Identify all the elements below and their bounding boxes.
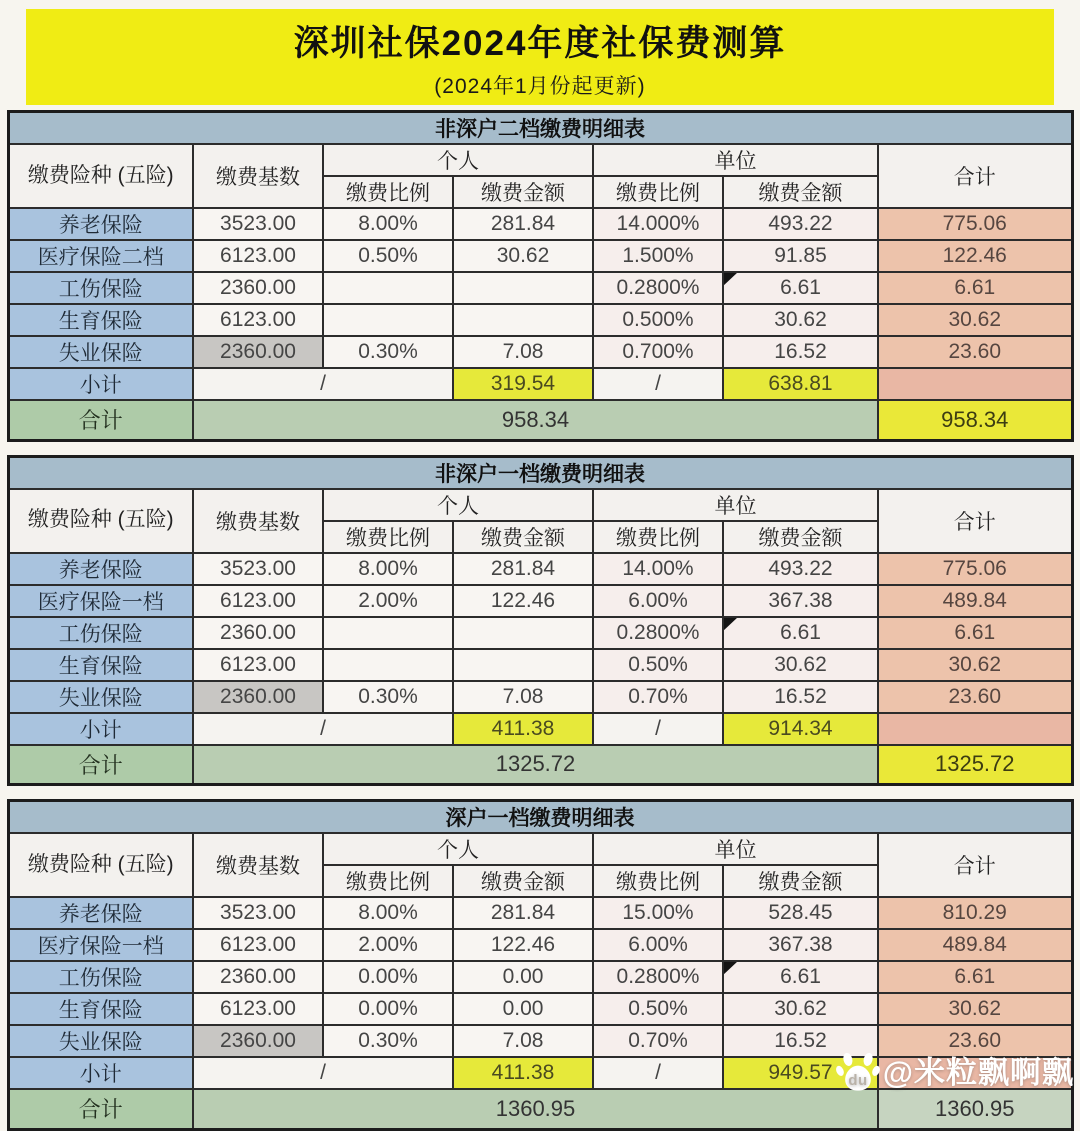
cell-total: 6.61 <box>878 272 1072 304</box>
col-header-employer-rate: 缴费比例 <box>593 176 723 208</box>
cell-employer-rate: 0.500% <box>593 304 723 336</box>
cell-total: 489.84 <box>878 585 1072 617</box>
table-row <box>8 585 1072 617</box>
col-header-base: 缴费基数 <box>193 489 323 553</box>
cell-total: 122.46 <box>878 240 1072 272</box>
cell-employer-rate: 1.500% <box>593 240 723 272</box>
grand-total-label: 合计 <box>8 1089 193 1129</box>
subtotal-employer-amount: 949.57 <box>723 1057 878 1089</box>
cell-personal-rate: 8.00% <box>323 897 453 929</box>
header-row-1 <box>8 833 1072 865</box>
cell-insurance-label: 医疗保险二档 <box>8 240 193 272</box>
col-header-total: 合计 <box>878 144 1072 208</box>
cell-personal-amount: 281.84 <box>453 208 593 240</box>
cell-personal-rate <box>323 272 453 304</box>
table-row <box>8 649 1072 681</box>
col-header-base: 缴费基数 <box>193 833 323 897</box>
cell-personal-amount: 7.08 <box>453 1025 593 1057</box>
col-header-employer-rate: 缴费比例 <box>593 865 723 897</box>
col-header-personal-amount: 缴费金额 <box>453 865 593 897</box>
grand-total-right: 1325.72 <box>878 745 1072 785</box>
cell-employer-amount: 30.62 <box>723 304 878 336</box>
cell-total: 23.60 <box>878 681 1072 713</box>
cell-total: 810.29 <box>878 897 1072 929</box>
cell-total: 6.61 <box>878 961 1072 993</box>
cell-employer-amount: 367.38 <box>723 585 878 617</box>
cell-base: 3523.00 <box>193 897 323 929</box>
col-header-total: 合计 <box>878 489 1072 553</box>
cell-personal-amount: 0.00 <box>453 993 593 1025</box>
cell-employer-rate: 14.00% <box>593 553 723 585</box>
grand-total-value: 1360.95 <box>193 1089 878 1129</box>
cell-employer-amount: 91.85 <box>723 240 878 272</box>
table-caption-row <box>8 112 1072 145</box>
table-row <box>8 240 1072 272</box>
cell-employer-rate: 6.00% <box>593 929 723 961</box>
cell-base: 2360.00 <box>193 681 323 713</box>
cell-employer-amount: 493.22 <box>723 553 878 585</box>
table-row <box>8 553 1072 585</box>
cell-base: 6123.00 <box>193 929 323 961</box>
cell-base: 6123.00 <box>193 240 323 272</box>
table-row <box>8 272 1072 304</box>
comment-marker-icon <box>723 617 738 631</box>
cell-employer-rate: 0.70% <box>593 681 723 713</box>
cell-personal-rate: 0.00% <box>323 961 453 993</box>
cell-base: 6123.00 <box>193 585 323 617</box>
cell-total: 23.60 <box>878 336 1072 368</box>
col-header-employer-amount: 缴费金额 <box>723 865 878 897</box>
watermark-handle: @米粒飘啊飘 <box>882 1055 1074 1090</box>
page-title: 深圳社保2024年度社保费测算 <box>293 24 787 63</box>
col-header-employer-amount: 缴费金额 <box>723 176 878 208</box>
cell-insurance-label: 医疗保险一档 <box>8 585 193 617</box>
subtotal-slash: / <box>593 713 723 745</box>
cell-personal-amount: 0.00 <box>453 961 593 993</box>
cell-employer-rate: 0.700% <box>593 336 723 368</box>
cell-base: 2360.00 <box>193 1025 323 1057</box>
cell-total: 30.62 <box>878 304 1072 336</box>
col-header-personal: 个人 <box>323 833 593 865</box>
cell-employer-amount <box>723 961 878 993</box>
header-row-1 <box>8 489 1072 521</box>
col-header-personal-amount: 缴费金额 <box>453 176 593 208</box>
cell-employer-rate: 0.50% <box>593 993 723 1025</box>
subtotal-personal-amount: 319.54 <box>453 368 593 400</box>
cell-personal-rate: 0.00% <box>323 993 453 1025</box>
col-header-insurance: 缴费险种 (五险) <box>8 833 193 897</box>
cell-personal-rate: 2.00% <box>323 585 453 617</box>
cell-insurance-label: 养老保险 <box>8 208 193 240</box>
cell-personal-rate <box>323 649 453 681</box>
cell-base: 2360.00 <box>193 272 323 304</box>
subtotal-slash: / <box>593 1057 723 1089</box>
cell-personal-rate: 8.00% <box>323 208 453 240</box>
cell-employer-amount-value: 6.61 <box>780 276 821 299</box>
baidu-paw-icon <box>836 1048 880 1092</box>
cell-employer-rate: 0.2800% <box>593 272 723 304</box>
cell-personal-amount: 7.08 <box>453 336 593 368</box>
page-subtitle: (2024年1月份起更新) <box>434 75 646 98</box>
cell-employer-rate: 0.2800% <box>593 961 723 993</box>
subtotal-slash: / <box>593 368 723 400</box>
table-row <box>8 617 1072 649</box>
cell-employer-rate: 14.000% <box>593 208 723 240</box>
table-non-shenzhen-tier1 <box>7 455 1074 787</box>
grand-total-value: 958.34 <box>193 400 878 440</box>
cell-base: 2360.00 <box>193 617 323 649</box>
table-caption-row <box>8 801 1072 834</box>
table-row <box>8 208 1072 240</box>
grand-total-right: 1360.95 <box>878 1089 1072 1129</box>
subtotal-slash: / <box>193 713 453 745</box>
cell-personal-amount <box>453 272 593 304</box>
col-header-employer-rate: 缴费比例 <box>593 521 723 553</box>
cell-employer-amount: 367.38 <box>723 929 878 961</box>
cell-personal-rate <box>323 304 453 336</box>
cell-insurance-label: 失业保险 <box>8 681 193 713</box>
svg-text:du: du <box>848 1071 868 1089</box>
cell-employer-amount: 16.52 <box>723 336 878 368</box>
cell-insurance-label: 养老保险 <box>8 897 193 929</box>
cell-personal-amount <box>453 304 593 336</box>
table-row <box>8 961 1072 993</box>
col-header-employer-amount: 缴费金额 <box>723 521 878 553</box>
cell-employer-rate: 15.00% <box>593 897 723 929</box>
table-row <box>8 304 1072 336</box>
cell-insurance-label: 工伤保险 <box>8 617 193 649</box>
cell-employer-amount: 16.52 <box>723 1025 878 1057</box>
grand-total-row <box>8 745 1072 785</box>
col-header-personal-rate: 缴费比例 <box>323 865 453 897</box>
cell-employer-amount <box>723 617 878 649</box>
cell-employer-amount: 16.52 <box>723 681 878 713</box>
cell-insurance-label: 工伤保险 <box>8 961 193 993</box>
table-row <box>8 336 1072 368</box>
cell-base: 3523.00 <box>193 553 323 585</box>
col-header-total: 合计 <box>878 833 1072 897</box>
subtotal-label: 小计 <box>8 368 193 400</box>
cell-employer-amount: 528.45 <box>723 897 878 929</box>
table-caption: 深户一档缴费明细表 <box>8 801 1072 834</box>
cell-personal-amount: 281.84 <box>453 897 593 929</box>
cell-personal-amount: 122.46 <box>453 585 593 617</box>
comment-marker-icon <box>723 961 738 975</box>
subtotal-label: 小计 <box>8 713 193 745</box>
comment-marker-icon <box>723 272 738 286</box>
cell-total: 775.06 <box>878 553 1072 585</box>
cell-base: 6123.00 <box>193 649 323 681</box>
cell-insurance-label: 养老保险 <box>8 553 193 585</box>
cell-insurance-label: 生育保险 <box>8 649 193 681</box>
cell-employer-amount <box>723 272 878 304</box>
cell-employer-amount: 30.62 <box>723 993 878 1025</box>
cell-employer-amount-value: 6.61 <box>780 965 821 988</box>
cell-base: 2360.00 <box>193 336 323 368</box>
cell-insurance-label: 失业保险 <box>8 1025 193 1057</box>
cell-employer-rate: 0.50% <box>593 649 723 681</box>
cell-personal-amount <box>453 617 593 649</box>
col-header-insurance: 缴费险种 (五险) <box>8 489 193 553</box>
col-header-personal-rate: 缴费比例 <box>323 176 453 208</box>
col-header-personal-rate: 缴费比例 <box>323 521 453 553</box>
cell-insurance-label: 医疗保险一档 <box>8 929 193 961</box>
subtotal-employer-amount: 638.81 <box>723 368 878 400</box>
table-row <box>8 929 1072 961</box>
cell-employer-amount: 30.62 <box>723 649 878 681</box>
cell-total: 30.62 <box>878 649 1072 681</box>
subtotal-total-empty <box>878 368 1072 400</box>
cell-total: 23.60 <box>878 1025 1072 1057</box>
subtotal-total-empty <box>878 713 1072 745</box>
cell-personal-rate: 0.30% <box>323 681 453 713</box>
grand-total-label: 合计 <box>8 400 193 440</box>
cell-personal-rate: 8.00% <box>323 553 453 585</box>
cell-insurance-label: 失业保险 <box>8 336 193 368</box>
cell-base: 2360.00 <box>193 961 323 993</box>
col-header-insurance: 缴费险种 (五险) <box>8 144 193 208</box>
cell-employer-amount: 493.22 <box>723 208 878 240</box>
cell-personal-amount <box>453 649 593 681</box>
subtotal-personal-amount: 411.38 <box>453 713 593 745</box>
subtotal-label: 小计 <box>8 1057 193 1089</box>
col-header-personal: 个人 <box>323 144 593 176</box>
cell-personal-amount: 7.08 <box>453 681 593 713</box>
watermark <box>836 1047 1074 1092</box>
grand-total-row <box>8 1089 1072 1129</box>
grand-total-label: 合计 <box>8 745 193 785</box>
cell-personal-amount: 30.62 <box>453 240 593 272</box>
col-header-base: 缴费基数 <box>193 144 323 208</box>
cell-total: 775.06 <box>878 208 1072 240</box>
subtotal-slash: / <box>193 1057 453 1089</box>
cell-personal-rate: 0.30% <box>323 1025 453 1057</box>
cell-total: 30.62 <box>878 993 1072 1025</box>
cell-personal-amount: 122.46 <box>453 929 593 961</box>
cell-insurance-label: 工伤保险 <box>8 272 193 304</box>
subtotal-employer-amount: 914.34 <box>723 713 878 745</box>
cell-employer-rate: 0.2800% <box>593 617 723 649</box>
cell-base: 3523.00 <box>193 208 323 240</box>
table-row <box>8 681 1072 713</box>
cell-personal-rate: 0.30% <box>323 336 453 368</box>
table-non-shenzhen-tier2 <box>7 110 1074 442</box>
cell-employer-rate: 0.70% <box>593 1025 723 1057</box>
cell-total: 6.61 <box>878 617 1072 649</box>
col-header-personal: 个人 <box>323 489 593 521</box>
subtotal-row <box>8 368 1072 400</box>
cell-personal-rate <box>323 617 453 649</box>
cell-employer-rate: 6.00% <box>593 585 723 617</box>
table-caption: 非深户一档缴费明细表 <box>8 456 1072 489</box>
table-caption: 非深户二档缴费明细表 <box>8 112 1072 145</box>
table-row <box>8 897 1072 929</box>
header-row-1 <box>8 144 1072 176</box>
grand-total-row <box>8 400 1072 440</box>
cell-base: 6123.00 <box>193 993 323 1025</box>
cell-employer-amount-value: 6.61 <box>780 620 821 644</box>
subtotal-slash: / <box>193 368 453 400</box>
col-header-employer: 单位 <box>593 489 878 521</box>
title-banner <box>26 9 1054 105</box>
cell-personal-rate: 0.50% <box>323 240 453 272</box>
col-header-employer: 单位 <box>593 144 878 176</box>
cell-personal-amount: 281.84 <box>453 553 593 585</box>
grand-total-right: 958.34 <box>878 400 1072 440</box>
table-row <box>8 993 1072 1025</box>
cell-personal-rate: 2.00% <box>323 929 453 961</box>
col-header-personal-amount: 缴费金额 <box>453 521 593 553</box>
grand-total-value: 1325.72 <box>193 745 878 785</box>
col-header-employer: 单位 <box>593 833 878 865</box>
subtotal-row <box>8 713 1072 745</box>
cell-insurance-label: 生育保险 <box>8 993 193 1025</box>
cell-insurance-label: 生育保险 <box>8 304 193 336</box>
cell-base: 6123.00 <box>193 304 323 336</box>
table-caption-row <box>8 456 1072 489</box>
subtotal-personal-amount: 411.38 <box>453 1057 593 1089</box>
cell-total: 489.84 <box>878 929 1072 961</box>
